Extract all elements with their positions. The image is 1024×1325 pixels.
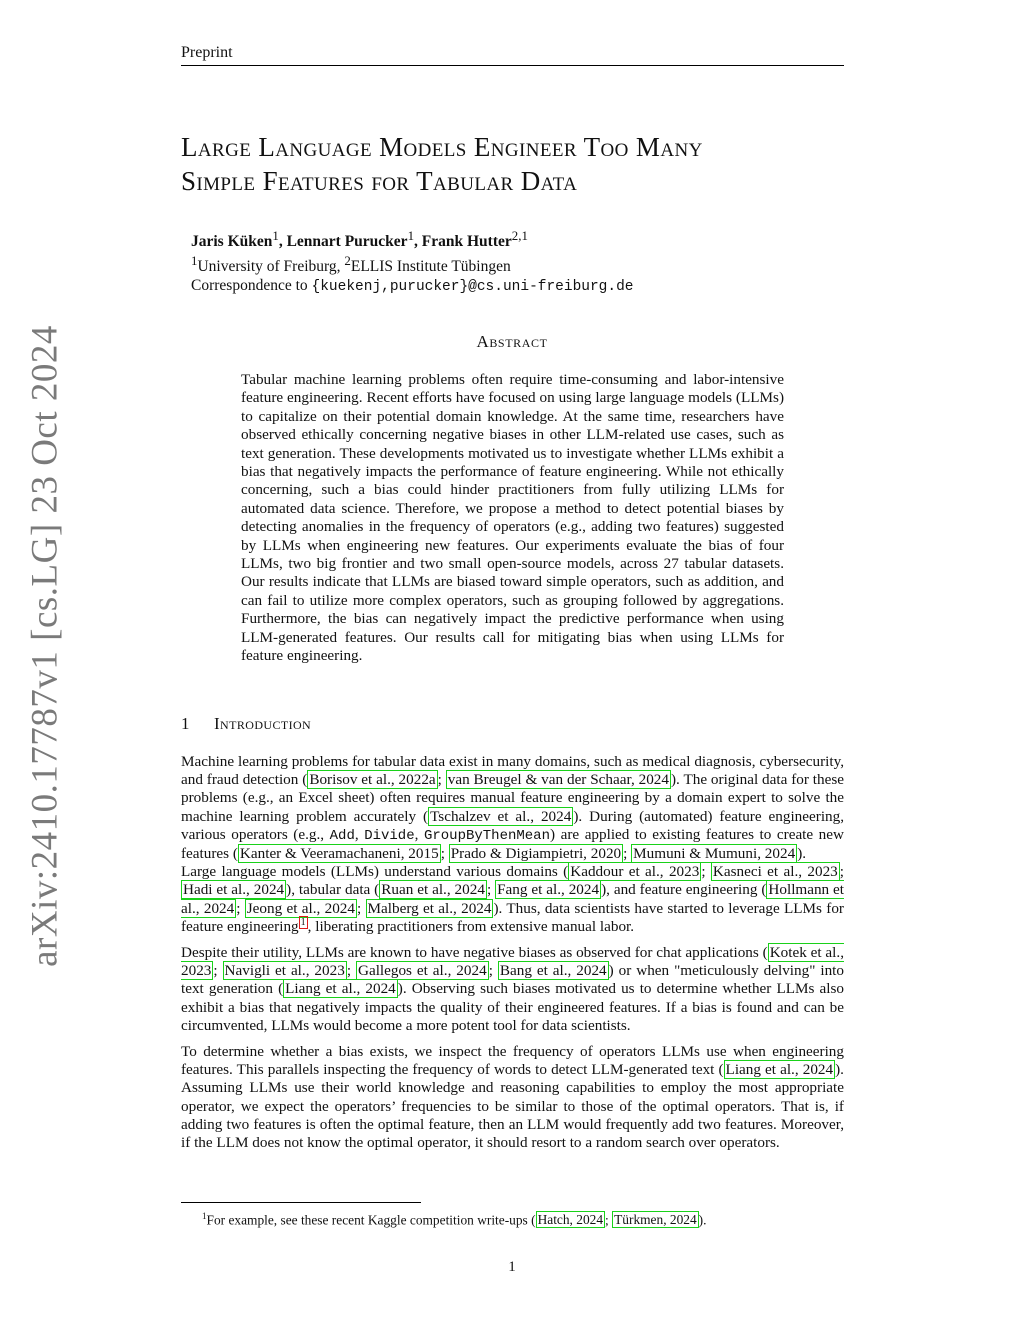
correspondence-email[interactable]: {kuekenj,purucker}@cs.uni-freiburg.de bbox=[311, 279, 634, 296]
citation-link[interactable]: Prado & Digiampietri, 2020 bbox=[450, 845, 622, 863]
footnote-number: 1 bbox=[202, 1211, 207, 1221]
section-heading-introduction bbox=[181, 714, 311, 734]
citation-link[interactable]: Jeong et al., 2024 bbox=[246, 899, 355, 917]
title-line-2: Simple Features for Tabular Data bbox=[181, 166, 578, 196]
citation-link[interactable]: Navigli et al., 2023 bbox=[224, 962, 345, 980]
paragraph-4: To determine whether a bias exists, we inspect the frequency of operators LLMs use when engineering features. This parallels inspecting the frequency of words to detect LLM-generated text ( Liang et al., 2024 ). Assuming LLMs use their world knowledge and reasoning capabilities to employ the most appropriate operator, we expect the operators’ frequencies to be similar to those of the optimal operators. That is, if adding two features is often the optimal feature, then an LLM would frequently add two features. Moreover, if the LLM does not know the optimal operator, it should resort to a random search over operators. bbox=[181, 1043, 844, 1152]
citation-link[interactable]: Gallegos et al., 2024 bbox=[357, 962, 487, 980]
citation-link[interactable]: Bang et al., 2024 bbox=[499, 962, 607, 980]
author-2-affil: 1 bbox=[407, 228, 415, 243]
affil-1: University of Freiburg, bbox=[197, 258, 345, 276]
affil-2: ELLIS Institute Tübingen bbox=[350, 258, 511, 276]
citation-link[interactable]: Malberg et al., 2024 bbox=[367, 899, 492, 917]
citation-link[interactable]: Kotek et al., 2023 bbox=[181, 944, 844, 980]
author-2: Lennart Purucker bbox=[286, 233, 408, 251]
citation-link[interactable]: Kaddour et al., 2023 bbox=[570, 863, 700, 881]
author-3: Frank Hutter bbox=[421, 233, 512, 251]
section-title: Introduction bbox=[214, 714, 312, 733]
correspondence-label: Correspondence to bbox=[191, 277, 312, 295]
citation-link[interactable]: Liang et al., 2024 bbox=[725, 1061, 834, 1079]
author-names: Jaris Küken$^1$, Lennart Purucker$^1$, Frank Hutter$^{2,1}$ bbox=[191, 228, 528, 251]
arxiv-identifier-stamp: arXiv:2410.17787v1 [cs.LG] 23 Oct 2024 bbox=[24, 325, 66, 967]
paragraph-3: Despite their utility, LLMs are known to have negative biases as observed for chat applications ( Kotek et al., 2023 ; Navigli et al., 2023 ; Gallegos et al., 2024 ; Bang et al., 2024 ) or when "meticulously delving" into text generation ( Liang et al., 2024 ). Observing such biases motivated us to determine whether LLMs also exhibit a bias that negatively impacts the quality of their engineered features. If a bias is found and can be circumvented, LLMs would become a more potent tool for data scientists. bbox=[181, 944, 844, 1034]
operator-add: Add bbox=[329, 827, 355, 844]
operator-divide: Divide bbox=[364, 827, 415, 844]
citation-link[interactable]: Liang et al., 2024 bbox=[285, 980, 396, 998]
operator-groupbythenmean: GroupByThenMean bbox=[423, 827, 550, 844]
citation-link[interactable]: Hadi et al., 2024 bbox=[183, 881, 285, 899]
paragraph-2: Large language models (LLMs) understand various domains ( Kaddour et al., 2023 ; Kasneci et al., 2023 ; Hadi et al., 2024 ), tabular data ( Ruan et al., 2024 ; Fang et al., 2024 ), and feature engineering ( Hollmann et al., 2024 ; Jeong et al., 2024 ; Malberg et al., 2024 ). Thus, data scientists have started to leverage LLMs for feature engineering $^1$ , liberating practitioners from extensive manual labor. bbox=[181, 863, 845, 935]
abstract-text: Tabular machine learning problems often require time-consuming and labor-intensive feature engineering. Recent efforts have focused on using large language models (LLMs) to capitalize on their potential domain knowledge. At the same time, researchers have observed ethically concerning negative biases in other LLM-related use cases, such as text generation. These developments motivated us to investigate whether LLMs exhibit a bias that negatively impacts the performance of feature engineering. While not ethically concerning, such a bias could hinder practitioners from fully utilizing LLMs for automated data science. Therefore, we propose a method to detect potential biases by detecting anomalies in the frequency of operators (e.g., adding two features) suggested by LLMs when engineering new features. Our experiments evaluate the bias of four LLMs, two big frontier and two small open-source models, across 27 tabular datasets. Our results indicate that LLMs are biased toward simple operators, such as addition, and can fail to utilize more complex operators, such as grouping followed by aggregations. Furthermore, the bias can negatively impact the predictive performance when using LLM-generated features. Our results call for mitigating bias when using LLMs for feature engineering. bbox=[241, 371, 784, 665]
paper-title bbox=[181, 130, 861, 198]
footnote-1: $^1$For example, see these recent Kaggle competition write-ups ( Hatch, 2024 ; Türkmen, 2024 ). bbox=[202, 1211, 707, 1228]
footnote-reference-link[interactable]: 1 bbox=[300, 916, 306, 928]
introduction-body bbox=[181, 753, 844, 1160]
citation-link[interactable]: Ruan et al., 2024 bbox=[381, 881, 485, 899]
affiliations bbox=[191, 251, 633, 276]
citation-link[interactable]: Hatch, 2024 bbox=[537, 1212, 604, 1228]
citation-link[interactable]: Kasneci et al., 2023 bbox=[712, 863, 838, 881]
citation-link[interactable]: Türkmen, 2024 bbox=[614, 1212, 697, 1228]
affil-1-marker: 1 bbox=[191, 253, 198, 269]
citation-link[interactable]: Hollmann et al., 2024 bbox=[181, 881, 845, 917]
correspondence bbox=[191, 276, 633, 297]
author-1-affil: 1 bbox=[272, 228, 279, 243]
author-1: Jaris Küken bbox=[191, 233, 273, 251]
citation-link[interactable]: van Breugel & van der Schaar, 2024 bbox=[447, 771, 669, 789]
footnote-rule bbox=[181, 1202, 421, 1203]
citation-link[interactable]: Fang et al., 2024 bbox=[497, 881, 600, 899]
citation-link[interactable]: Mumuni & Mumuni, 2024 bbox=[633, 845, 796, 863]
citation-link[interactable]: Borisov et al., 2022a bbox=[309, 771, 436, 789]
header-rule bbox=[181, 65, 844, 66]
author-3-affil: 2,1 bbox=[511, 228, 528, 243]
page-number: 1 bbox=[508, 1259, 516, 1275]
section-number: 1 bbox=[181, 714, 190, 733]
paragraph-1: Machine learning problems for tabular data exist in many domains, such as medical diagnosis, cybersecurity, and fraud detection ( Borisov et al., 2022a ; van Breugel & van der Schaar, 2024 ). The original data for these problems (e.g., an Excel sheet) often requires manual feature engineering by a domain expert to solve the machine learning problem accurately ( Tschalzev et al., 2024 ). During (automated) feature engineering, various operators (e.g., Add, Divide, GroupByThenMean) are applied to existing features to create new features ( Kanter & Veeramachaneni, 2015 ; Prado & Digiampietri, 2020 ; Mumuni & Mumuni, 2024 ). bbox=[181, 753, 845, 863]
citation-link[interactable]: Kanter & Veeramachaneni, 2015 bbox=[239, 845, 439, 863]
abstract-heading: Abstract bbox=[476, 332, 548, 351]
affil-2-marker: 2 bbox=[344, 253, 351, 269]
citation-link[interactable]: Tschalzev et al., 2024 bbox=[430, 807, 572, 825]
title-line-1: Large Language Models Engineer Too Many bbox=[181, 132, 703, 162]
author-block bbox=[191, 226, 633, 297]
running-header: Preprint bbox=[181, 44, 233, 61]
